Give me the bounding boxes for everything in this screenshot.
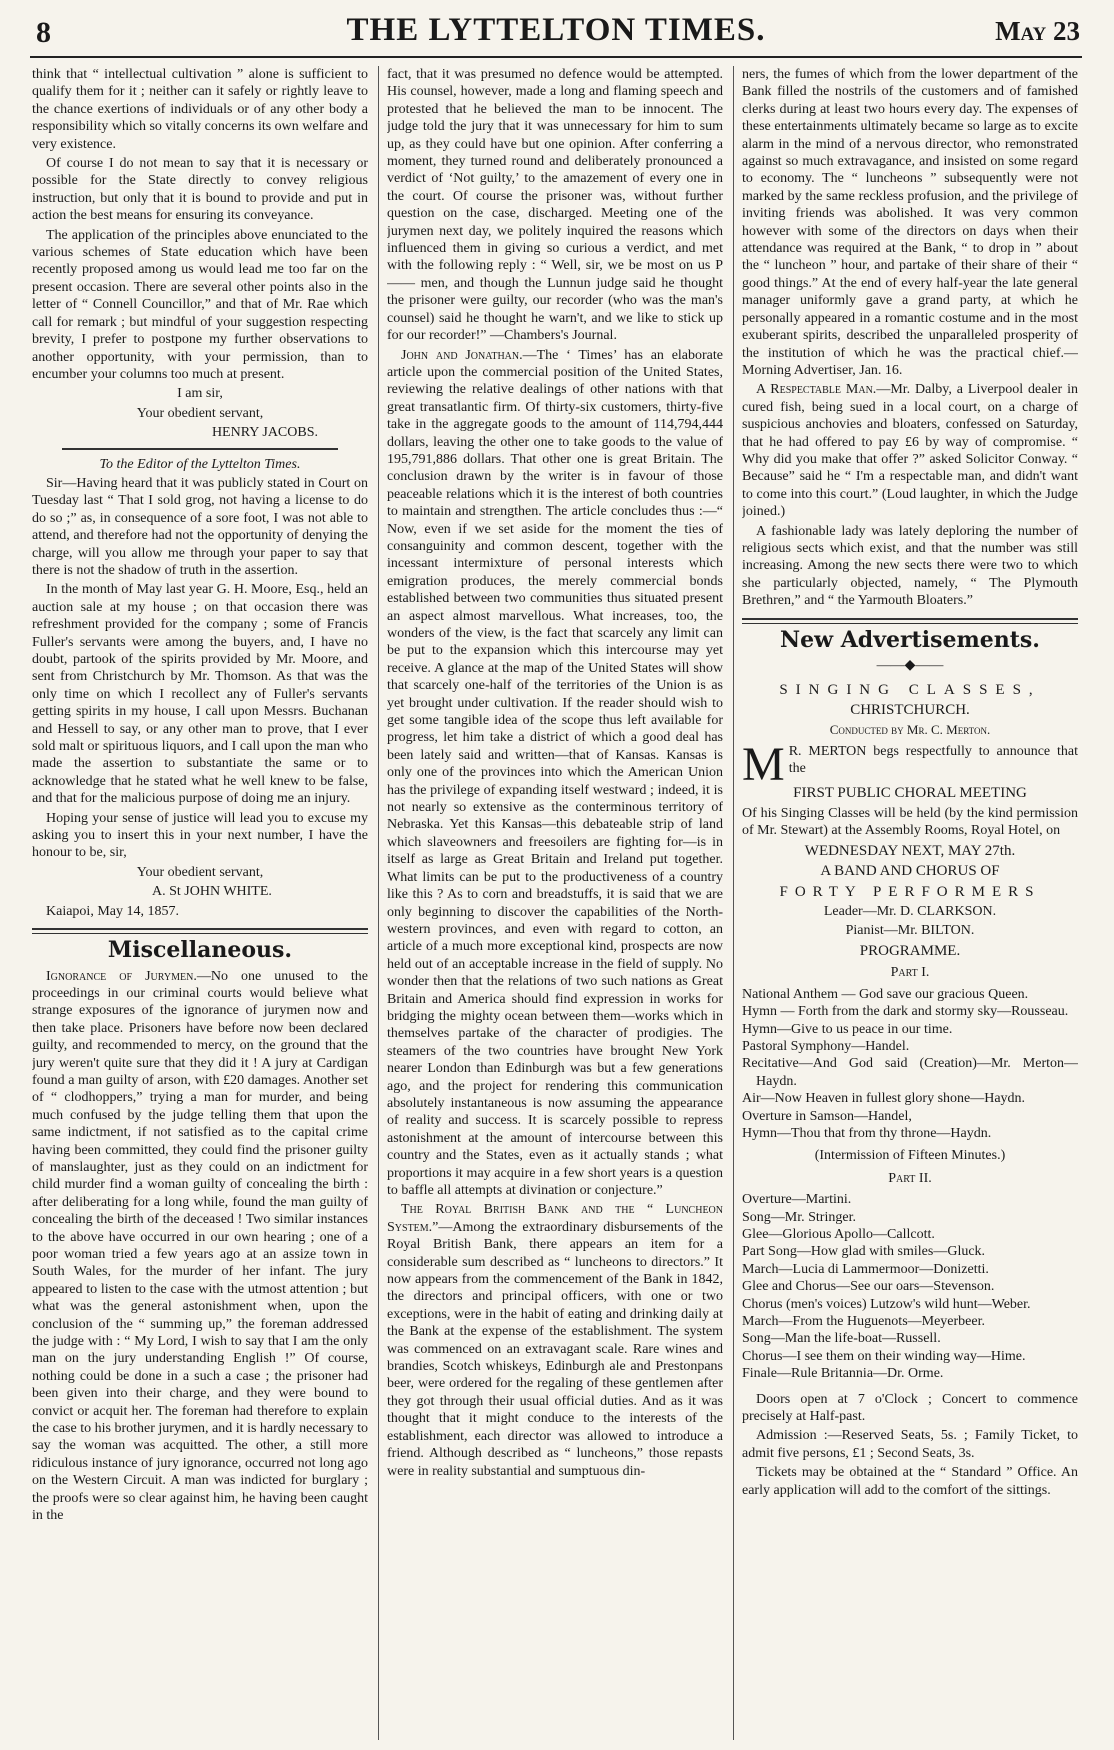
part-1-list bbox=[742, 986, 1078, 1143]
programme-item: Song—Mr. Stringer. bbox=[742, 1209, 856, 1225]
article-paragraph: ners, the fumes of which from the lower department of the Bank filled the nostrils of the customers and of famished clerks during at least two hours every day. The expenses of these entertainments ultimately became so large as to excite alarm in the mind of a nervous director, who remonstrated against so much extravagance, and insisted on some regard to economy. The “ luncheons ” subsequently were not marked by the same reckless profusion, and the privilege of inviting friends was abolished. It was very common however with some of the directors on days when their attendance was required at the Bank, “ to drop in ” about the “ luncheon ” hour, and partake of their share of their “ good things.” At the end of every half-year the late general manager uniformly gave a grand party, at which he personally appeared in a romantic costume and in the most exuberant spirits, described the unparalleled prosperity of the institution of which he was the practical chief.—Morning Advertiser, Jan. 16. bbox=[742, 67, 1078, 378]
article-text: —Mr. Dalby, a Liverpool dealer in cured fish, being sued in a local court, on a charge of suspicious anchovies and bloaters, confessed on Saturday, that he had offered to pay £6 by way of compromise. “ Why did you make that offer ?” asked Solicitor Conway. “ Because” said he “ I'm a respectable man, and didn't want to come into this court.” (Loud laughter, in which the Judge joined.) bbox=[742, 382, 1078, 520]
article-paragraph bbox=[387, 347, 723, 1200]
article-lead: A Respectable Man. bbox=[756, 382, 877, 398]
article-paragraph: fact, that it was presumed no defence would be attempted. His counsel, however, made a long and flaming speech and protested that he believed the man to be innocent. The judge told the jury that it was unnecessary for him to sum up, as they could have but one opinion. After conferring a moment, they turned round and deliberately pronounced a verdict of ‘Not guilty,’ to the amazement of every one in the court. Of course the prisoner was, without further question on the case, discharged. Meeting one of the jurymen next day, we politely inquired the reasons which influenced them in giving so curious a verdict, and met with the following reply : “ Well, sir, we be most on us P—— men, and though the Lunnun judge said he thought the prisoner were guilty, our recorder (who was the man's counsel) said he thought he warn't, and we like to stick up for our recorder!” —Chambers's Journal. bbox=[387, 67, 723, 344]
article-lead: Ignorance of Jurymen. bbox=[46, 968, 197, 984]
article-paragraph bbox=[742, 381, 1078, 520]
section-heading-new-advertisements: New Advertisements. bbox=[780, 626, 1040, 653]
programme-item: Recitative—And God said (Creation)—Mr. Merton—Haydn. bbox=[742, 1056, 1078, 1089]
programme-item: Song—Man the life-boat—Russell. bbox=[742, 1331, 941, 1347]
letter-servant: Your obedient servant, bbox=[136, 864, 264, 880]
letter-closing: I am sir, bbox=[177, 386, 223, 402]
letter-paragraph: Hoping your sense of justice will lead you to excuse my asking you to insert this in your next number, I have the honour to be, sir, bbox=[32, 810, 368, 861]
part-2-label: Part II. bbox=[888, 1170, 932, 1186]
ad-meeting: FIRST PUBLIC CHORAL MEETING bbox=[793, 784, 1027, 801]
programme-item: Chorus—I see them on their winding way—Hime. bbox=[742, 1348, 1026, 1364]
programme-item: Chorus (men's voices) Lutzow's wild hunt—Weber. bbox=[742, 1296, 1031, 1312]
newspaper-title: THE LYTTELTON TIMES. bbox=[346, 12, 766, 48]
ornament-divider: ——◆—— bbox=[876, 658, 944, 673]
ad-conductor: Conducted by Mr. C. Merton. bbox=[829, 722, 991, 738]
article-text: —Among the extraordinary disbursements of the Royal British Bank, there appears an item for a considerable sum described as “ luncheons to directors.” It now appears from the commencement of the Bank in 1842, the directors and principal officers, with one or two exceptions, were in the habit of eating and drinking daily at the Bank at the expense of the establishment. The system was commenced on an extravagant scale. Rare wines and brandies, Scotch whiskeys, Edinburgh ale and Prestonpans beer, were ordered for the regaling of these gentlemen after they got through their usual official duties. And as it was thought that it might conduce to the interests of the establishment, each director was allowed to introduce a friend. Although described as “ luncheons,” those repasts were in reality substantial and sumptuous din- bbox=[387, 1219, 723, 1479]
column-rule bbox=[733, 66, 734, 1740]
part-1-label: Part I. bbox=[890, 965, 930, 981]
letter-paragraph: In the month of May last year G. H. Moore, Esq., held an auction sale at my house ; on that occasion there was refreshment provided for the company ; some of Francis Fuller's servants were among the buyers, and, I have no doubt, partook of the spirits provided by Mr. Moore, and sent from Christchurch by Mr. Thomson. As that was the only time on which I recollect any of Fuller's servants getting spirits in my house, I call upon Messrs. Buchanan and Hessell to say, or any other man to prove, that I ever sold malt or spirituous liquors, and I call upon the man who made the assertion to substantiate the same or to acknowledge that he stated what he well knew to be false, and that for the malicious purpose of doing me an injury. bbox=[32, 582, 368, 807]
ad-pianist: Pianist—Mr. BILTON. bbox=[845, 923, 975, 939]
ad-city: CHRISTCHURCH. bbox=[850, 701, 970, 718]
ad-intro-text: R. MERTON begs respectfully to announce that the bbox=[788, 743, 1078, 777]
programme-item: Pastoral Symphony—Handel. bbox=[742, 1038, 910, 1054]
column-2 bbox=[387, 66, 723, 1740]
letter-paragraph: think that “ intellectual cultivation ” alone is sufficient to qualify them for it ; neither can it safely or rightly leave to the chance exertions of individuals or of any other body a responsibility which so vitally concerns its own welfare and very existence. bbox=[32, 67, 368, 152]
programme-item: Hymn—Thou that from thy throne—Haydn. bbox=[742, 1125, 992, 1141]
issue-date: May 23 bbox=[995, 16, 1080, 46]
part-2-list bbox=[742, 1191, 1078, 1382]
programme-item: Overture—Martini. bbox=[742, 1192, 852, 1208]
section-divider bbox=[742, 618, 1078, 624]
column-1 bbox=[32, 66, 368, 1740]
article-paragraph: A fashionable lady was lately deploring the number of religious sects which exist, and that the number was still increasing. Among the new sects there were two to which she particularly objected, namely, “ The Plymouth Brethren,” and “ the Yarmouth Bloaters.” bbox=[742, 523, 1078, 609]
letter-paragraph: Of course I do not mean to say that it is necessary or possible for the State directly to convey religious instruction, but only that it is bound to provide and put in action the best means for ensuring its conveyance. bbox=[32, 156, 368, 224]
programme-item: Air—Now Heaven in fullest glory shone—Haydn. bbox=[742, 1091, 1026, 1107]
masthead bbox=[30, 4, 1082, 58]
programme-item: Glee—Glorious Apollo—Callcott. bbox=[742, 1226, 935, 1242]
letter-signature: A. St JOHN WHITE. bbox=[152, 884, 272, 900]
article-text: —The ‘ Times’ has an elaborate article upon the commercial position of the United States, reviewing the relative dealings of other nations with that great transatlantic firm. Of thirty-six customers, thirty-five take in the aggregate goods to the amount of 114,794,444 dollars, leaving the other one to take goods to the value of 195,791,886 dollars. That other one is great Britain. The conclusion drawn by the writer is in favour of those peaceable relations which it is the interest of both countries to maintain and strengthen. The article concludes thus :—“ Now, even if we set aside for the moment the ties of consanguinity and common descent, together with the incessant intermixture of personal interests which emigration produces, the merely commercial bonds established between two communities thus situated present an aspect almost marvellous. What increases, too, the wonders of the view, is the fact that scarcely any limit can be put to the expansion which this intercourse may yet receive. A glance at the map of the United States will show that scarcely one-half of the territories of the Union is as yet brought under cultivation. If the reader should wish to get some tangible idea of the scope thus left available for progress, let him take a district of which a good deal has been lately said and written—that of Kansas. Kansas is only one of the provinces into which the American Union has the privilege of expanding itself westward ; indeed, it is not nearly so extensive as the conterminous territory of Nebraska. Yet this Kansas—this debateable strip of land which slaveowners and freesoilers are fighting for—is in itself as large as Great Britain and Ireland put together. What limits can be put to the productiveness of a country like this ? As to corn and breadstuffs, it is said that we are only beginning to discover the capabilities of the North-western provinces, and even with regard to cotton, an article of a much more exceptional kind, prospects are now held out of an acceptable increase in the field of supply. No wonder then that the relations of two such nations as Great Britain and America should find expression in works for bridging the mighty ocean between them—works which in themselves partake of the character of prodigies. The steamers of the two countries have brought New York nearer London than Edinburgh was but a few generations ago, and the project for rendering this communication absolutely instantaneous is now assuming the appearance of reality and success. It is scarcely possible to repress astonishment at the amount of intercourse between this country and the States, even as it actually stands ; what proportions it may acquire in a few short years is a question to baffle all attempts at divination or conjecture.” bbox=[387, 347, 723, 1198]
ad-forty-performers: FORTY PERFORMERS bbox=[779, 883, 1041, 900]
letter-paragraph: Sir—Having heard that it was publicly stated in Court on Tuesday last “ That I sold grog, not having a license to do do so ;” as, in consequence of a sore foot, I was not able to attend, and therefore had not the opportunity of denying the charge, will you allow me through your paper to say that there is not the shadow of truth in the assertion. bbox=[32, 475, 368, 578]
drop-cap: M bbox=[742, 737, 785, 791]
article-lead: The Royal British Bank and the “ Luncheon System.” bbox=[387, 1202, 723, 1235]
page-number: 8 bbox=[36, 16, 51, 49]
section-heading-miscellaneous: Miscellaneous. bbox=[107, 937, 293, 964]
article-paragraph bbox=[387, 1201, 723, 1480]
programme-item: Part Song—How glad with smiles—Gluck. bbox=[742, 1244, 986, 1260]
programme-item: Glee and Chorus—See our oars—Stevenson. bbox=[742, 1279, 995, 1295]
ad-intro bbox=[742, 737, 1078, 791]
programme-item: National Anthem — God save our gracious Queen. bbox=[742, 986, 1029, 1002]
ad-details: Of his Singing Classes will be held (by the kind permission of Mr. Stewart) at the Assembly Rooms, Royal Hotel, on bbox=[742, 806, 1078, 839]
intermission: (Intermission of Fifteen Minutes.) bbox=[814, 1148, 1006, 1164]
ad-date: WEDNESDAY NEXT, MAY 27th. bbox=[804, 842, 1016, 859]
letter-place-date: Kaiapoi, May 14, 1857. bbox=[46, 903, 179, 919]
programme-item: Finale—Rule Britannia—Dr. Orme. bbox=[742, 1366, 944, 1382]
ad-tickets: Tickets may be obtained at the “ Standard ” Office. An early application will add to the comfort of the sittings. bbox=[742, 1465, 1078, 1498]
column-3 bbox=[742, 66, 1078, 1740]
ad-band: A BAND AND CHORUS OF bbox=[820, 863, 1000, 880]
programme-item: Overture in Samson—Handel, bbox=[742, 1108, 912, 1124]
article-text: —No one unused to the proceedings in our criminal courts would believe what strange exposures of the ignorance of jurymen now and then take place. Prisoners have before now been declared guilty, and recommended to mercy, on the ground that the jury weren't quite sure that they did it ! A jury at Cardigan found a man guilty of arson, with £20 damages. Another set of “ clodhoppers,” trying a man for murder, and being much confused by the judge telling them that upon the same indictment, if not satisfied as to the capital crime having been committed, they could find the prisoner guilty of manslaughter, just as they could on an indictment for child murder find a woman guilty of concealing the birth : after deliberating for a long while, found the man guilty of concealing the birth of the deceased ! Two similar instances to the above have occurred in our own hearing ; one of a poor woman tried a few years ago at an assize town in South Wales, for the murder of her infant. The jury appeared to listen to the case with the utmost attention ; but what was the general astonishment when, upon the conclusion of the “ summing up,” the foreman addressed the judge with : “ My Lord, I wish to say that I am the only man on the jury understanding English !” Of course, nothing could be done in a such a case ; the prisoner had been given into their charge, and they were bound to convict or acquit her. The foreman had therefore to explain the case to his brother jurymen, and it is hardly necessary to say the woman was acquitted. The other, a still more ridiculous instance of jury ignorance, occurred not long ago on the Western Circuit. A man was indicted for burglary ; the proofs were so clear against him, he having been caught in the bbox=[32, 968, 368, 1524]
divider bbox=[62, 448, 338, 450]
article-paragraph bbox=[32, 968, 368, 1525]
letter-servant: Your obedient servant, bbox=[136, 405, 264, 421]
programme-item: March—From the Huguenots—Meyerbeer. bbox=[742, 1314, 985, 1329]
ad-doors: Doors open at 7 o'Clock ; Concert to commence precisely at Half-past. bbox=[742, 1391, 1078, 1425]
ad-title: SINGING CLASSES, bbox=[779, 682, 1041, 699]
programme-item: Hymn — Forth from the dark and stormy sky—Rousseau. bbox=[742, 1004, 1069, 1020]
ad-programme-heading: PROGRAMME. bbox=[859, 942, 961, 959]
ad-admission: Admission :—Reserved Seats, 5s. ; Family Ticket, to admit five persons, £1 ; Second Seats, 3s. bbox=[742, 1428, 1078, 1461]
article-lead: John and Jonathan. bbox=[401, 347, 523, 363]
programme-item: Hymn—Give to us peace in our time. bbox=[742, 1021, 953, 1037]
letter-signature: HENRY JACOBS. bbox=[211, 425, 318, 441]
section-divider bbox=[32, 928, 368, 934]
programme-item: March—Lucia di Lammermoor—Donizetti. bbox=[742, 1261, 989, 1277]
letter-heading: To the Editor of the Lyttelton Times. bbox=[99, 456, 301, 472]
letter-paragraph: The application of the principles above enunciated to the various schemes of State education which have been recently proposed among us would lead me too far on the present occasion. There are several other points also in the letter of “ Connell Councillor,” and that of Mr. Rae which call for remark ; but mindful of your suggestion respecting brevity, I prefer to postpone my further observations to another opportunity, with your permission, than to encumber your columns too much at present. bbox=[32, 227, 368, 382]
column-rule bbox=[378, 66, 379, 1740]
ad-leader: Leader—Mr. D. CLARKSON. bbox=[823, 904, 997, 920]
advertisement-singing-classes bbox=[742, 682, 1078, 1499]
